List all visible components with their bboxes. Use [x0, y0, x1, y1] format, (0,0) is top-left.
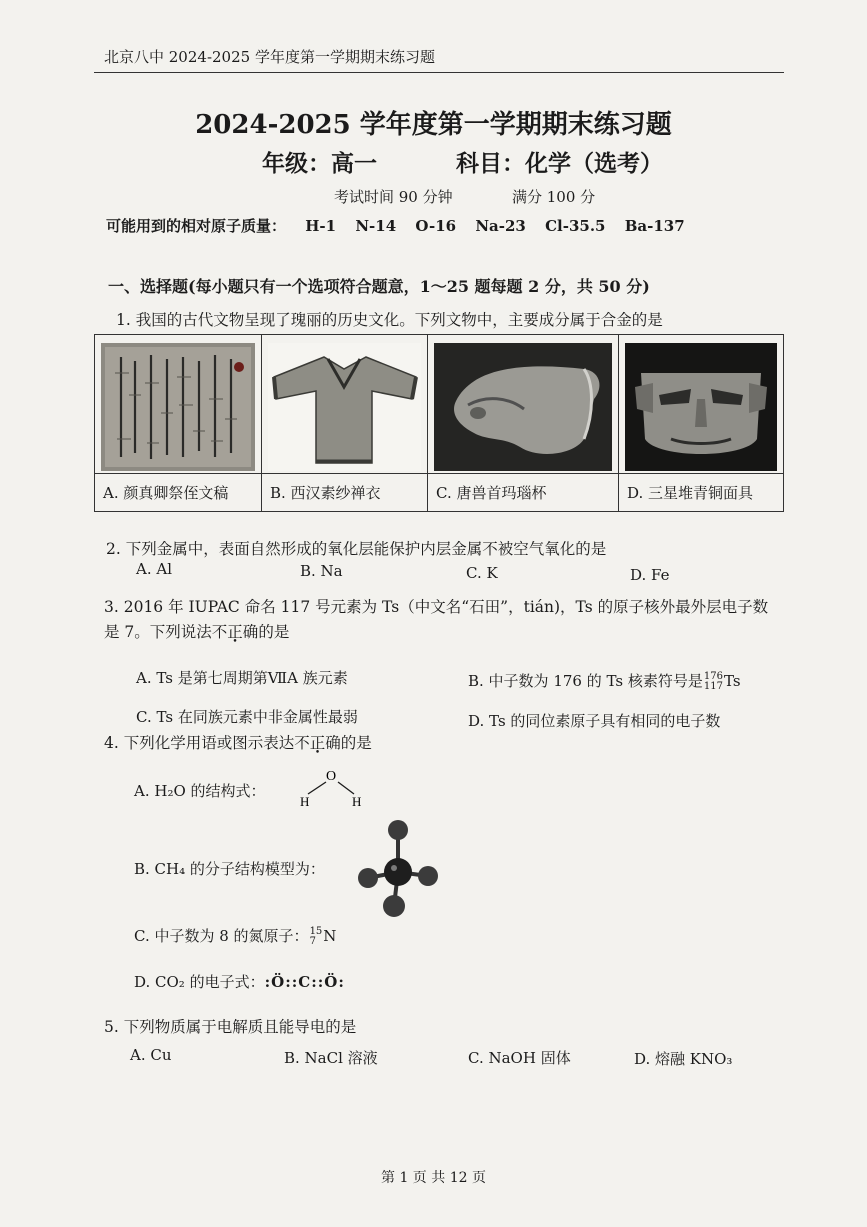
q3-option-b: [468, 670, 741, 692]
atom-label: H: [300, 794, 310, 809]
q3-stem-part: 的是: [258, 623, 290, 641]
q4-option-d-text: D. CO₂ 的电子式：: [134, 973, 265, 991]
q3-stem-part: ”，tián)，Ts 的原子核外最外层电子数: [500, 598, 769, 616]
nuclide-numbers: [310, 927, 323, 947]
q3-option-b-text: B. 中子数为 176 的 Ts 核素符号是: [468, 672, 703, 690]
atomic-number: 117: [703, 681, 723, 692]
bronze-mask-image: [625, 343, 777, 471]
silk-robe-image: [268, 343, 421, 471]
mass-item: Cl-35.5: [545, 217, 606, 235]
artifact-cell: [428, 335, 619, 511]
nuclide-symbol: N: [323, 927, 337, 945]
q5-stem: 5. 下列物质属于电解质且能导电的是: [104, 1018, 357, 1036]
methane-ball-model-icon: [352, 818, 444, 920]
q2-stem: 2. 下列金属中，表面自然形成的氧化层能保护内层金属不被空气氧化的是: [106, 540, 607, 558]
q2-option: D. Fe: [630, 566, 670, 584]
header-rule: [94, 72, 784, 73]
q2-option: A. Al: [136, 560, 172, 578]
q3-option-a: A. Ts 是第七周期第ⅦA 族元素: [136, 669, 348, 687]
option-caption: D. 三星堆青铜面具: [619, 473, 783, 511]
q5-option: A. Cu: [130, 1046, 172, 1064]
full-score: 满分 100 分: [512, 188, 596, 206]
option-caption: C. 唐兽首玛瑙杯: [428, 473, 618, 511]
q3-stem-part: 3. 2016 年 IUPAC 命名 117 号元素为 Ts（中文名“: [104, 598, 470, 616]
q4-option-b: B. CH₄ 的分子结构模型为：: [134, 860, 325, 878]
mass-item: Na-23: [475, 217, 526, 235]
q3-stem: [104, 595, 768, 617]
option-caption: A. 颜真卿祭侄文稿: [95, 473, 261, 511]
mass-item: O-16: [415, 217, 457, 235]
q2-option: C. K: [466, 564, 498, 582]
q1-stem: 1. 我国的古代文物呈现了瑰丽的历史文化。下列文物中，主要成分属于合金的是: [116, 311, 663, 329]
grade-label: 年级：高一: [262, 150, 377, 177]
q5-option: C. NaOH 固体: [468, 1049, 571, 1067]
mass-number: 176: [703, 671, 723, 682]
element-chinese-name: 石田: [469, 598, 501, 616]
q4-option-c: [134, 925, 336, 947]
q4-option-d: [134, 971, 345, 992]
q5-option: D. 熔融 KNO₃: [634, 1050, 733, 1068]
atom-label: O: [326, 769, 337, 784]
mass-item: N-14: [355, 217, 397, 235]
q3-stem-line2: [104, 620, 289, 642]
water-structure-formula: [292, 762, 372, 812]
q4-stem-part: 4. 下列化学用语或图示表达: [104, 734, 295, 752]
artifact-cell: [619, 335, 783, 511]
artifact-table: [94, 334, 784, 512]
co2-electron-formula: :Ö::C::Ö:: [264, 973, 345, 991]
q4-stem: [104, 731, 372, 753]
q3-option-d: D. Ts 的同位素原子具有相同的电子数: [468, 712, 721, 730]
q4-stem-part: 的是: [340, 734, 372, 752]
emphasis-text: 不正确: [211, 623, 259, 641]
q4-option-a: A. H₂O 的结构式：: [134, 782, 266, 800]
q3-option-c: C. Ts 在同族元素中非金属性最弱: [136, 708, 358, 726]
exam-time: 考试时间 90 分钟: [334, 188, 453, 206]
atomic-number: 7: [309, 936, 316, 947]
nuclide-numbers: [704, 672, 723, 692]
q5-option: B. NaCl 溶液: [284, 1049, 378, 1067]
emphasis-text: 不正确: [294, 734, 341, 752]
nuclide-symbol: Ts: [723, 672, 741, 690]
q3-stem-part: 是 7。下列说法: [104, 623, 212, 641]
exam-title: 2024-2025 学年度第一学期期末练习题: [195, 110, 672, 140]
masses-label: 可能用到的相对原子质量：: [106, 217, 287, 235]
artifact-cell: [262, 335, 428, 511]
mass-number: 15: [309, 926, 323, 937]
q2-option: B. Na: [300, 562, 343, 580]
calligraphy-image: [101, 343, 255, 471]
mass-item: Ba-137: [624, 217, 685, 235]
subject-label: 科目：化学（选考）: [456, 150, 663, 177]
atom-label: H: [352, 794, 362, 809]
option-caption: B. 西汉素纱禅衣: [262, 473, 427, 511]
mass-item: H-1: [305, 217, 337, 235]
artifact-cell: [95, 335, 262, 511]
atomic-masses: [106, 215, 685, 236]
section-title: 一、选择题(每小题只有一个选项符合题意，1～25 题每题 2 分，共 50 分): [108, 277, 650, 296]
agate-cup-image: [434, 343, 612, 471]
page-number: 第 1 页 共 12 页: [381, 1170, 486, 1186]
q4-option-c-text: C. 中子数为 8 的氮原子：: [134, 927, 309, 945]
page-header: 北京八中 2024-2025 学年度第一学期期末练习题: [104, 48, 435, 66]
